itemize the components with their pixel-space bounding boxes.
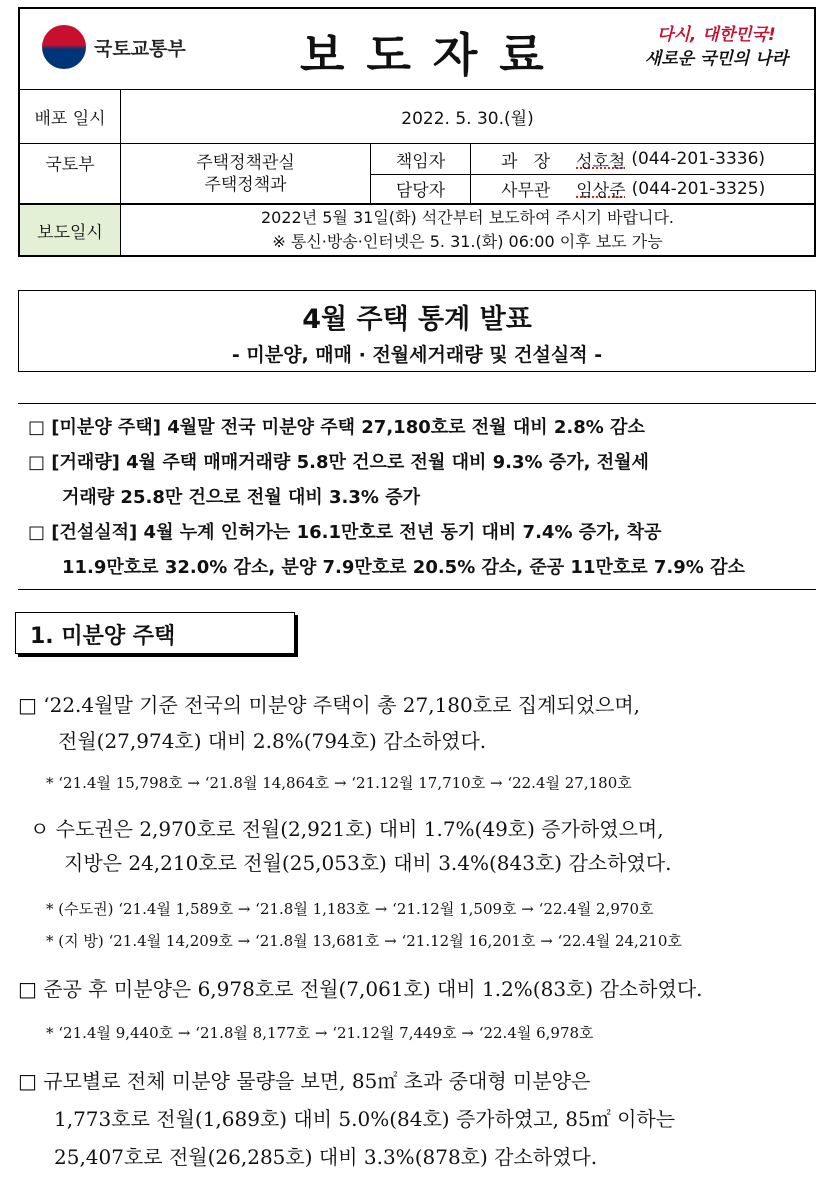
note-4: * ‘21.4월 9,440호 → ‘21.8월 8,177호 → ‘21.12월 7,449호 → ‘22.4월 6,978호: [46, 1024, 594, 1042]
resp-phone: (044-201-3336): [631, 149, 766, 169]
taegeuk-icon: [42, 25, 86, 69]
summary-box: [18, 403, 816, 590]
ministry-logo: [42, 25, 186, 69]
staff-label: 담당자: [370, 174, 470, 203]
dist-label: 배포 일시: [34, 109, 106, 129]
staff-phone: (044-201-3325): [631, 178, 766, 199]
note-2: * (수도권) ‘21.4월 1,589호 → ‘21.8월 1,183호 → ‘21.12월 1,509호 → ‘22.4월 2,970호: [46, 900, 654, 918]
staff-name: 임상준: [576, 181, 626, 201]
staff-title: 사무관: [501, 181, 551, 201]
note-3: * (지 방) ‘21.4월 14,209호 → ‘21.8월 13,681호 → ‘21.12월 16,201호 → ‘22.4월 24,210호: [46, 932, 682, 950]
dist-value: 2022. 5. 30.(월): [120, 90, 814, 143]
summary-item-1: □ [미분양 주택] 4월말 전국 미분양 주택 27,180호로 전월 대비 2.8% 감소: [28, 417, 645, 438]
release-label: 보도일시: [20, 205, 120, 255]
dept-label: 국토부: [45, 155, 95, 175]
summary-item-3a: □ [건설실적] 4월 누계 인허가는 16.1만호로 전년 동기 대비 7.4% 증가, 착공: [28, 522, 662, 543]
summary-item-2a: □ [거래량] 4월 주택 매매거래량 5.8만 건으로 전월 대비 9.3% 증가, 전월세: [28, 452, 649, 473]
slogan-line-2: 새로운 국민의 나라: [644, 49, 788, 69]
release-line-1: 2022년 5월 31일(화) 석간부터 보도하여 주시기 바랍니다.: [260, 208, 674, 227]
slogan: [645, 23, 788, 71]
para-4-line-3: 25,407호로 전월(26,285호) 대비 3.3%(878호) 감소하였다.: [54, 1145, 598, 1169]
summary-item-2b: 거래량 25.8만 건으로 전월 대비 3.3% 증가: [62, 487, 420, 508]
header-title-row: [20, 9, 814, 89]
section-heading: 1. 미분양 주택: [15, 612, 295, 654]
resp-name: 성호철: [576, 151, 626, 172]
para-2-line-1: ㅇ 수도권은 2,970호로 전월(2,921호) 대비 1.7%(49호) 증가하였으며,: [30, 817, 664, 841]
note-1: * ‘21.4월 15,798호 → ‘21.8월 14,864호 → ‘21.12월 17,710호 → ‘22.4월 27,180호: [46, 774, 632, 792]
press-header: [18, 7, 816, 257]
dept-division: 주택정책과: [204, 174, 287, 195]
dept-row: [20, 143, 814, 203]
para-1-line-1: □ ‘22.4월말 기준 전국의 미분양 주택이 총 27,180호로 집계되었으며,: [18, 693, 641, 717]
headline-box: [18, 290, 816, 372]
dist-row: [20, 89, 814, 143]
headline-title: 4월 주택 통계 발표: [302, 304, 532, 335]
para-4-line-2: 1,773호로 전월(1,689호) 대비 5.0%(84호) 증가하였고, 85㎡ 이하는: [54, 1107, 676, 1131]
headline-subtitle: - 미분양, 매매 · 전월세거래량 및 건설실적 -: [231, 344, 603, 366]
staff-contact: [470, 174, 814, 203]
dept-name: [120, 144, 370, 203]
release-line-2: ※ 통신·방송·인터넷은 5. 31.(화) 06:00 이후 보도 가능: [272, 232, 663, 251]
slogan-line-1: 다시, 대한민국!: [657, 25, 776, 45]
ministry-name: 국토교통부: [94, 37, 186, 60]
release-value: [120, 205, 814, 255]
para-3: □ 준공 후 미분양은 6,978호로 전월(7,061호) 대비 1.2%(83호) 감소하였다.: [18, 977, 703, 1001]
summary-item-3b: 11.9만호로 32.0% 감소, 분양 7.9만호로 20.5% 감소, 준공 11만호로 7.9% 감소: [62, 557, 745, 578]
resp-label: 책임자: [370, 144, 470, 174]
resp-title: 과 장: [501, 151, 551, 172]
resp-contact: [470, 144, 814, 174]
para-1-line-2: 전월(27,974호) 대비 2.8%(794호) 감소하였다.: [58, 729, 487, 753]
press-release-title: 보도자료: [300, 28, 566, 82]
para-4-line-1: □ 규모별로 전체 미분양 물량을 보면, 85㎡ 초과 중대형 미분양은: [18, 1069, 591, 1093]
para-2-line-2: 지방은 24,210호로 전월(25,053호) 대비 3.4%(843호) 감소하였다.: [64, 851, 672, 875]
dept-office: 주택정책관실: [196, 152, 295, 173]
release-row: [20, 203, 814, 255]
